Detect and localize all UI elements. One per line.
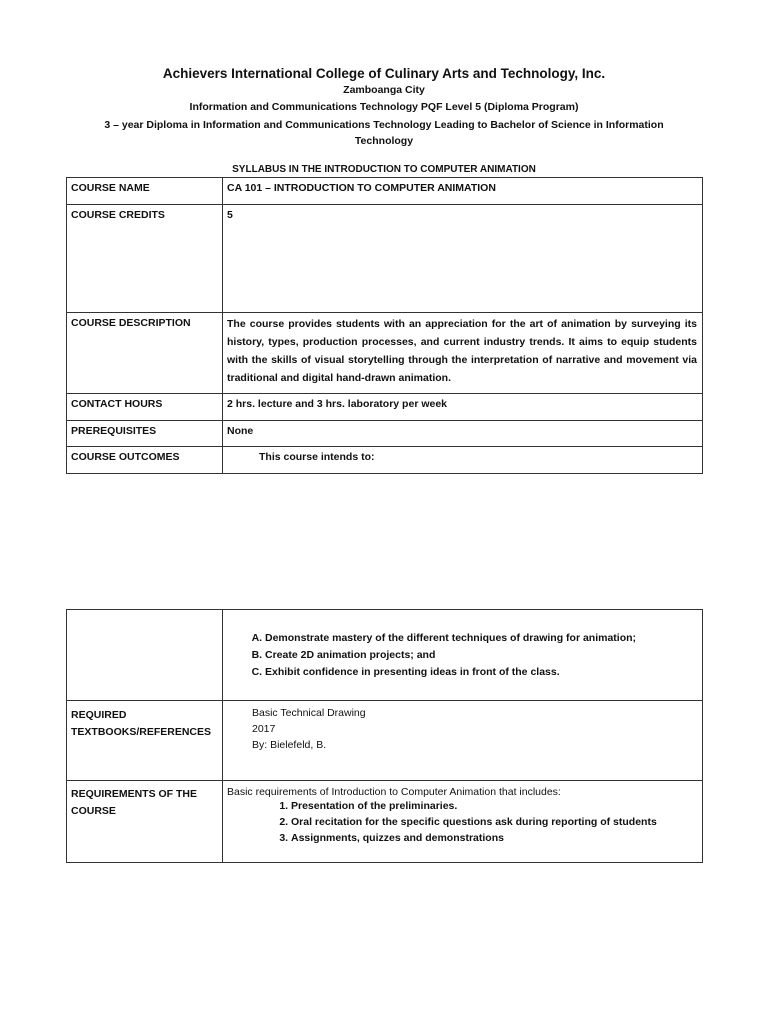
- outcomes-list: [257, 630, 698, 681]
- course-info-table: [66, 177, 703, 474]
- list-item: B. Create 2D animation projects; and: [265, 647, 698, 664]
- table-row: [67, 394, 703, 421]
- requirements-list: [291, 798, 698, 846]
- course-description-label: COURSE DESCRIPTION: [67, 313, 223, 394]
- college-name: Achievers International College of Culinary Arts and Technology, Inc.: [162, 66, 606, 81]
- table-row: [67, 178, 703, 205]
- syllabus-title: SYLLABUS IN THE INTRODUCTION TO COMPUTER ANIMATION: [232, 164, 536, 175]
- table-row: [67, 447, 703, 474]
- textbooks-label: [67, 701, 223, 781]
- table-row: [67, 781, 703, 863]
- prerequisites-label: PREREQUISITES: [67, 421, 223, 447]
- requirements-label-line1: REQUIREMENTS OF THE: [71, 788, 198, 800]
- textbooks-label-line1: REQUIRED: [71, 709, 127, 721]
- table-row: [67, 610, 703, 701]
- college-city: Zamboanga City: [343, 84, 425, 96]
- course-outcomes-label: COURSE OUTCOMES: [67, 447, 223, 474]
- requirements-label: [67, 781, 223, 863]
- list-item: 1. Presentation of the preliminaries.: [291, 798, 698, 814]
- requirements-label-line2: COURSE: [71, 805, 116, 817]
- diploma-title: 3 – year Diploma in Information and Communications Technology Leading to Bachelor of Science in Information Technology: [104, 119, 664, 147]
- contact-hours-label: CONTACT HOURS: [67, 394, 223, 421]
- textbooks-label-line2: TEXTBOOKS/REFERENCES: [71, 726, 212, 738]
- table-row: [67, 421, 703, 447]
- table-row: [67, 205, 703, 313]
- course-details-table: [66, 609, 703, 863]
- reference-year: 2017: [252, 723, 276, 735]
- course-name-label: COURSE NAME: [67, 178, 223, 205]
- table-row: [67, 313, 703, 394]
- list-item: C. Exhibit confidence in presenting ideas in front of the class.: [265, 664, 698, 681]
- course-outcomes-intro: This course intends to:: [223, 447, 703, 474]
- requirements-intro: Basic requirements of Introduction to Computer Animation that includes:: [227, 786, 561, 798]
- course-credits-label: COURSE CREDITS: [67, 205, 223, 313]
- list-item: A. Demonstrate mastery of the different techniques of drawing for animation;: [265, 630, 698, 647]
- reference-title: Basic Technical Drawing: [252, 707, 366, 719]
- course-name-value: CA 101 – INTRODUCTION TO COMPUTER ANIMATION: [223, 178, 703, 205]
- prerequisites-value: None: [223, 421, 703, 447]
- contact-hours-value: 2 hrs. lecture and 3 hrs. laboratory per week: [223, 394, 703, 421]
- table-row: [67, 701, 703, 781]
- course-credits-value: 5: [223, 205, 703, 313]
- empty-label-cell: [67, 610, 223, 701]
- textbook-reference: [223, 701, 703, 781]
- course-description-value: The course provides students with an appreciation for the art of animation by surveying its history, types, production processes, and current industry trends. It aims to equip students with the skills of visual storytelling through the interpretation of narrative and movement via traditional and digital hand-drawn animation.: [223, 313, 703, 394]
- list-item: 3. Assignments, quizzes and demonstrations: [291, 830, 698, 846]
- outcomes-list-cell: [223, 610, 703, 701]
- program-title: Information and Communications Technology PQF Level 5 (Diploma Program): [189, 101, 579, 113]
- requirements-cell: [223, 781, 703, 863]
- reference-author: By: Bielefeld, B.: [252, 739, 327, 751]
- list-item: 2. Oral recitation for the specific questions ask during reporting of students: [291, 814, 698, 830]
